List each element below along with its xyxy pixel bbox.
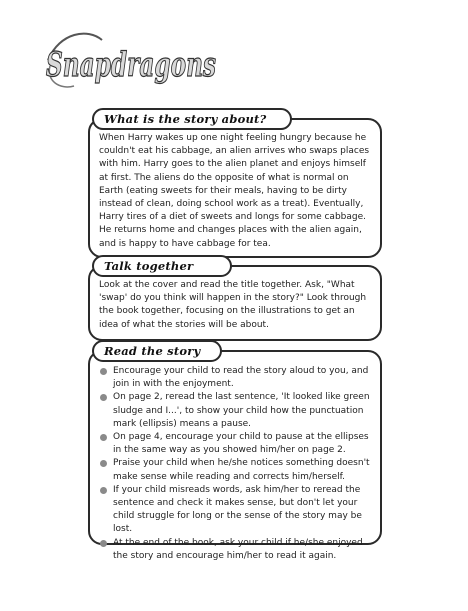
- list-item: [99, 457, 372, 483]
- list-item: [99, 537, 372, 563]
- bullet-icon: [100, 368, 107, 375]
- tip-text: On page 4, encourage your child to pause at the ellipses in the same way as you showed him/her on page 2.: [113, 432, 369, 456]
- list-item: [99, 484, 372, 537]
- tip-text: Encourage your child to read the story aloud to you, and join in with the enjoyment.: [113, 366, 369, 390]
- section-heading-talk-together: [92, 255, 232, 277]
- heading-text: What is the story about?: [104, 112, 267, 126]
- tip-text: At the end of the book, ask your child if he/she enjoyed the story and encourage him/her to read it again.: [113, 537, 363, 561]
- tip-text: If your child misreads words, ask him/her to reread the sentence and check it makes sense, but don't let your child struggle for long or the sense of the story may be lost.: [113, 484, 362, 535]
- snapdragons-logo: [40, 26, 220, 96]
- tip-text: Praise your child when he/she notices something doesn't make sense while reading and corrects him/herself.: [113, 458, 370, 482]
- read-story-section: [88, 344, 382, 561]
- bullet-icon: [100, 487, 107, 494]
- bullet-icon: [100, 394, 107, 401]
- list-item: [99, 391, 372, 431]
- story-about-section: [88, 112, 382, 258]
- section-heading-read-story: [92, 340, 222, 362]
- list-item: [99, 431, 372, 457]
- talk-together-text: Look at the cover and read the title together. Ask, "What 'swap' do you think will happen in the story?" Look through the book together, focusing on the illustrations to get an idea of what the stories will be about.: [99, 280, 367, 330]
- bullet-icon: [100, 460, 107, 467]
- bullet-icon: [100, 540, 107, 547]
- tip-text: On page 2, reread the last sentence, 'It looked like green sludge and I...', to show your child how the punctuation mark (ellipsis) means a pause.: [113, 392, 370, 429]
- heading-text: Talk together: [104, 259, 194, 273]
- list-item: [99, 365, 372, 391]
- section-heading-story-about: [92, 108, 292, 130]
- logo-text: Snapdragons: [46, 45, 216, 85]
- tips-list: [90, 352, 380, 563]
- bullet-icon: [100, 434, 107, 441]
- story-summary-text: When Harry wakes up one night feeling hungry because he couldn't eat his cabbage, an alien arrives who swaps places with him. Harry goes to the alien planet and enjoys himself at first. The aliens do the opposite of what is normal on Earth (eating sweets for their meals, having to be dirty instead of clean, doing school work as a treat). Eventually, Harry tires of a diet of sweets and longs for some cabbage. He returns home and changes places with the alien again, and is happy to have cabbage for tea.: [99, 133, 370, 249]
- heading-text: Read the story: [104, 344, 201, 358]
- talk-together-section: [88, 259, 382, 341]
